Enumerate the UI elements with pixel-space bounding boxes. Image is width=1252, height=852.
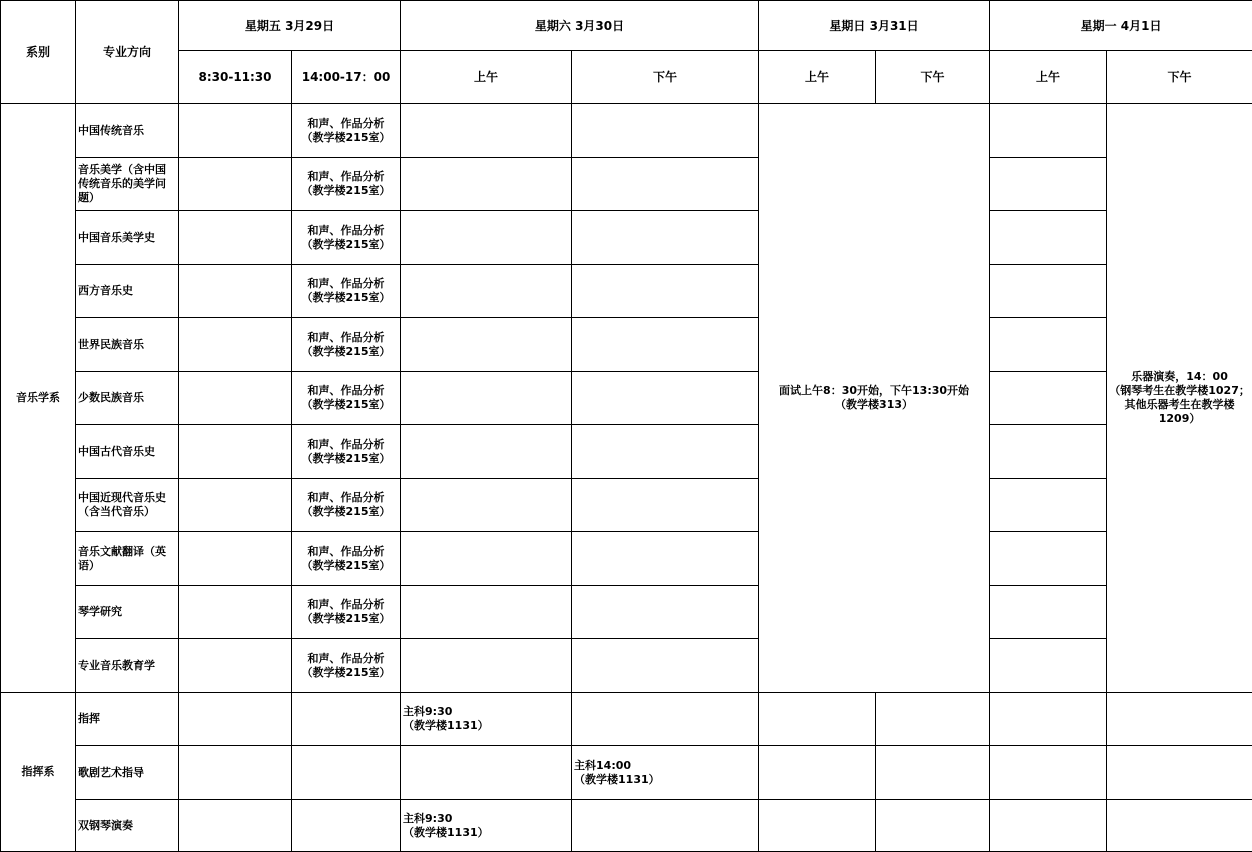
schedule-cell-sat-am	[401, 639, 572, 693]
schedule-cell-fri-pm: 和声、作品分析 （教学楼215室）	[292, 211, 401, 265]
schedule-cell-mon-am	[990, 639, 1107, 693]
schedule-cell-fri-am	[179, 693, 292, 746]
schedule-cell-mon-am	[990, 746, 1107, 800]
schedule-cell-fri-pm: 和声、作品分析 （教学楼215室）	[292, 586, 401, 639]
schedule-cell-fri-pm	[292, 746, 401, 800]
schedule-cell-fri-am	[179, 372, 292, 425]
schedule-cell-mon-am	[990, 265, 1107, 318]
schedule-cell-mon-am	[990, 158, 1107, 211]
slot-header-mon-pm: 下午	[1107, 51, 1252, 104]
schedule-cell-sat-am	[401, 104, 572, 158]
schedule-cell-sat-pm	[572, 693, 759, 746]
monday-instrument-cell: 乐器演奏，14：00 （钢琴考生在教学楼1027；其他乐器考生在教学楼1209）	[1107, 104, 1252, 693]
schedule-cell-mon-am	[990, 800, 1107, 852]
dept-name-conducting: 指挥系	[1, 693, 76, 852]
schedule-cell-sun-pm	[876, 693, 990, 746]
major-cell: 音乐美学（含中国传统音乐的美学问题）	[76, 158, 179, 211]
schedule-cell-sat-pm	[572, 265, 759, 318]
schedule-cell-sat-am	[401, 479, 572, 532]
slot-header-sun-am: 上午	[759, 51, 876, 104]
major-cell: 专业音乐教育学	[76, 639, 179, 693]
schedule-cell-sat-pm	[572, 372, 759, 425]
schedule-cell-fri-am	[179, 800, 292, 852]
schedule-cell-fri-pm: 和声、作品分析 （教学楼215室）	[292, 425, 401, 479]
schedule-cell-sat-am	[401, 586, 572, 639]
schedule-cell-sun-am	[759, 800, 876, 852]
schedule-cell-sat-am	[401, 746, 572, 800]
slot-header-fri-pm: 14:00-17：00	[292, 51, 401, 104]
schedule-cell-fri-am	[179, 265, 292, 318]
day-header-mon: 星期一 4月1日	[990, 1, 1252, 51]
major-cell: 中国音乐美学史	[76, 211, 179, 265]
dept-header: 系别	[1, 1, 76, 104]
schedule-cell-mon-am	[990, 693, 1107, 746]
schedule-cell-sat-pm	[572, 479, 759, 532]
schedule-cell-sat-am: 主科9:30 （教学楼1131）	[401, 693, 572, 746]
schedule-cell-mon-pm	[1107, 800, 1252, 852]
schedule-cell-mon-am	[990, 586, 1107, 639]
schedule-cell-sat-pm	[572, 211, 759, 265]
schedule-cell-fri-am	[179, 639, 292, 693]
major-cell: 世界民族音乐	[76, 318, 179, 372]
schedule-cell-fri-am	[179, 746, 292, 800]
schedule-cell-sat-pm	[572, 425, 759, 479]
schedule-cell-fri-pm	[292, 800, 401, 852]
schedule-cell-sat-pm	[572, 104, 759, 158]
schedule-cell-sun-am	[759, 746, 876, 800]
schedule-cell-mon-am	[990, 318, 1107, 372]
schedule-cell-fri-pm: 和声、作品分析 （教学楼215室）	[292, 372, 401, 425]
schedule-cell-fri-pm: 和声、作品分析 （教学楼215室）	[292, 479, 401, 532]
schedule-cell-sat-am: 主科9:30 （教学楼1131）	[401, 800, 572, 852]
schedule-cell-mon-am	[990, 425, 1107, 479]
major-cell: 中国古代音乐史	[76, 425, 179, 479]
major-cell: 中国近现代音乐史（含当代音乐）	[76, 479, 179, 532]
schedule-cell-fri-am	[179, 479, 292, 532]
schedule-cell-fri-am	[179, 158, 292, 211]
schedule-cell-fri-pm: 和声、作品分析 （教学楼215室）	[292, 158, 401, 211]
major-cell: 中国传统音乐	[76, 104, 179, 158]
schedule-cell-fri-am	[179, 532, 292, 586]
schedule-cell-sat-am	[401, 532, 572, 586]
day-header-fri: 星期五 3月29日	[179, 1, 401, 51]
schedule-cell-sat-am	[401, 158, 572, 211]
schedule-cell-fri-am	[179, 425, 292, 479]
schedule-cell-sun-pm	[876, 746, 990, 800]
schedule-cell-sat-am	[401, 318, 572, 372]
schedule-cell-sat-pm	[572, 586, 759, 639]
schedule-cell-sat-am	[401, 211, 572, 265]
schedule-cell-fri-pm: 和声、作品分析 （教学楼215室）	[292, 639, 401, 693]
schedule-cell-fri-pm	[292, 693, 401, 746]
schedule-cell-fri-am	[179, 586, 292, 639]
major-cell: 琴学研究	[76, 586, 179, 639]
schedule-cell-sat-am	[401, 425, 572, 479]
schedule-cell-mon-am	[990, 104, 1107, 158]
slot-header-sat-am: 上午	[401, 51, 572, 104]
major-cell: 西方音乐史	[76, 265, 179, 318]
schedule-cell-fri-pm: 和声、作品分析 （教学楼215室）	[292, 318, 401, 372]
schedule-cell-sat-pm	[572, 800, 759, 852]
schedule-cell-fri-am	[179, 318, 292, 372]
major-header: 专业方向	[76, 1, 179, 104]
day-header-sat: 星期六 3月30日	[401, 1, 759, 51]
major-cell: 双钢琴演奏	[76, 800, 179, 852]
schedule-cell-mon-pm	[1107, 693, 1252, 746]
major-cell: 少数民族音乐	[76, 372, 179, 425]
major-cell: 歌剧艺术指导	[76, 746, 179, 800]
schedule-cell-sat-pm	[572, 158, 759, 211]
schedule-cell-sat-pm	[572, 532, 759, 586]
day-header-sun: 星期日 3月31日	[759, 1, 990, 51]
schedule-cell-sun-am	[759, 693, 876, 746]
major-cell: 指挥	[76, 693, 179, 746]
slot-header-sun-pm: 下午	[876, 51, 990, 104]
schedule-cell-sun-pm	[876, 800, 990, 852]
schedule-cell-fri-pm: 和声、作品分析 （教学楼215室）	[292, 532, 401, 586]
major-cell: 音乐文献翻译（英语）	[76, 532, 179, 586]
schedule-cell-sat-pm	[572, 639, 759, 693]
schedule-cell-fri-am	[179, 211, 292, 265]
slot-header-mon-am: 上午	[990, 51, 1107, 104]
schedule-cell-fri-am	[179, 104, 292, 158]
schedule-cell-fri-pm: 和声、作品分析 （教学楼215室）	[292, 265, 401, 318]
schedule-cell-sat-pm	[572, 318, 759, 372]
schedule-cell-mon-am	[990, 532, 1107, 586]
sunday-interview-cell: 面试上午8：30开始，下午13:30开始 （教学楼313）	[759, 104, 990, 693]
schedule-cell-mon-am	[990, 479, 1107, 532]
schedule-cell-sat-pm: 主科14:00 （教学楼1131）	[572, 746, 759, 800]
schedule-cell-mon-am	[990, 211, 1107, 265]
slot-header-sat-pm: 下午	[572, 51, 759, 104]
schedule-cell-fri-pm: 和声、作品分析 （教学楼215室）	[292, 104, 401, 158]
dept-name-musicology: 音乐学系	[1, 104, 76, 693]
schedule-cell-sat-am	[401, 265, 572, 318]
schedule-cell-mon-pm	[1107, 746, 1252, 800]
schedule-cell-sat-am	[401, 372, 572, 425]
schedule-cell-mon-am	[990, 372, 1107, 425]
slot-header-fri-am: 8:30-11:30	[179, 51, 292, 104]
